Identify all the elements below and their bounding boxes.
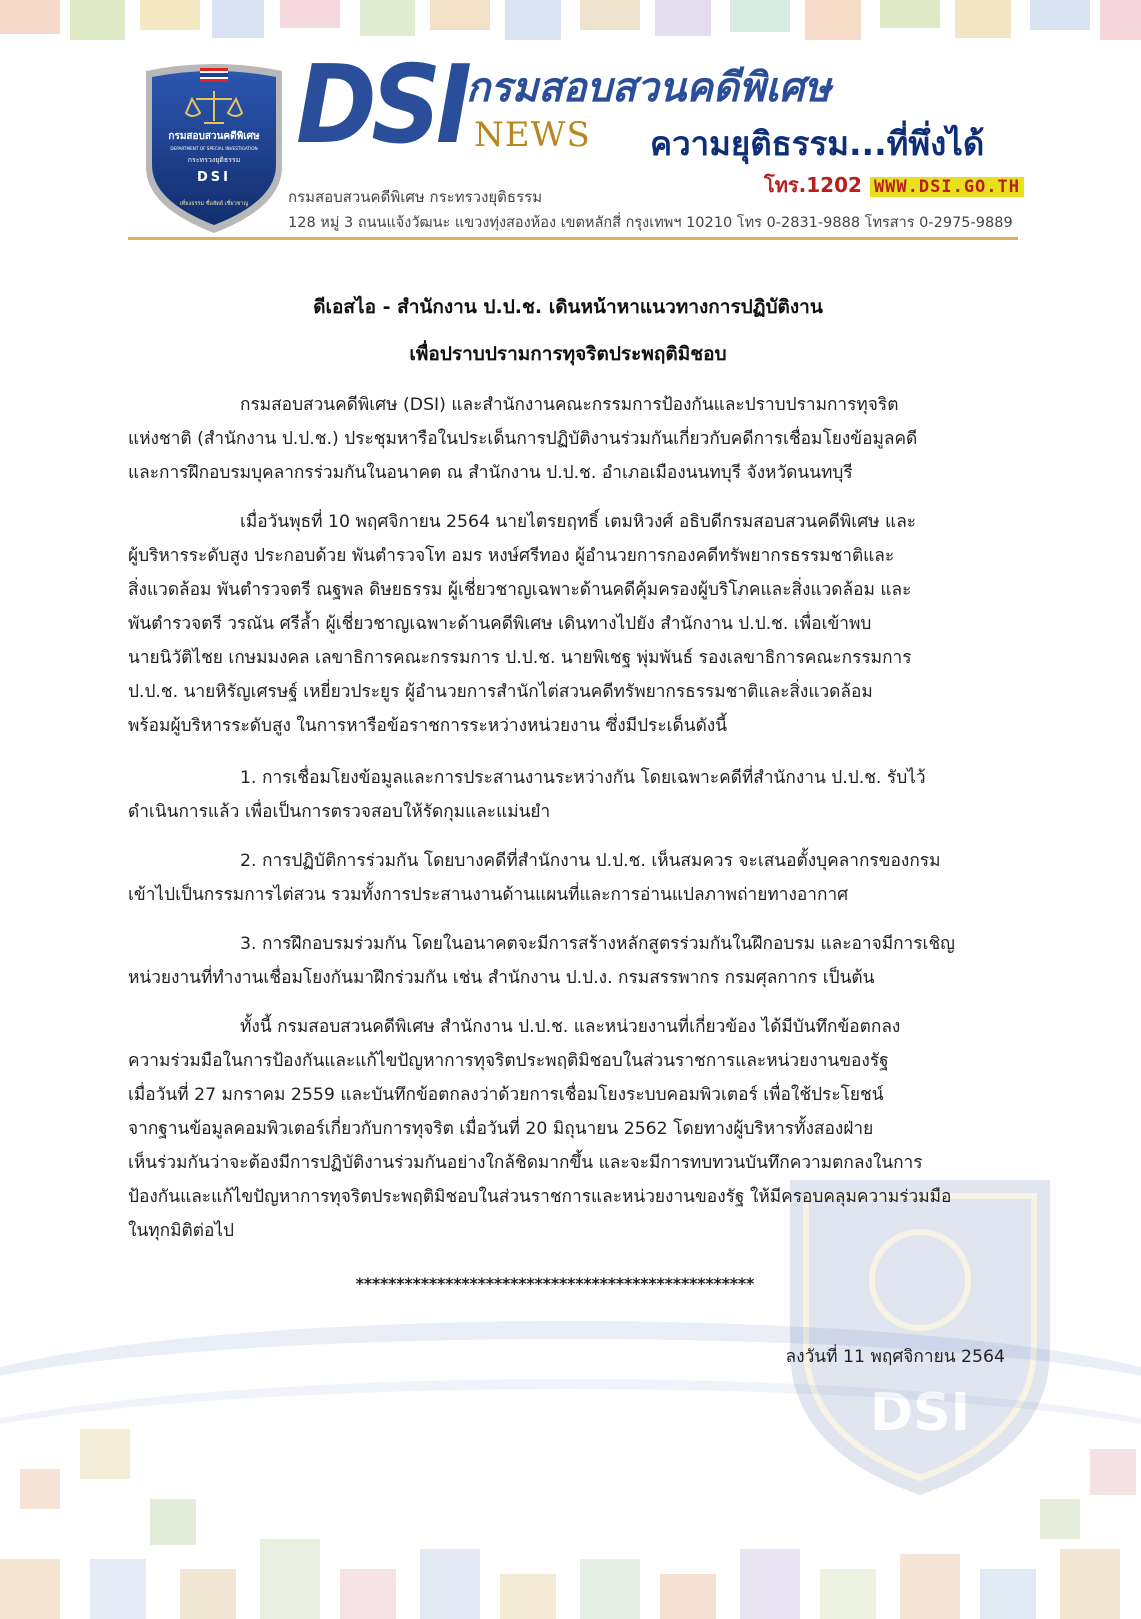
paragraph-line: ป้องกันและแก้ไขปัญหาการทุจริตประพฤติมิชอบในส่วนราชการและหน่วยงานของรัฐ ให้มีครอบคลุมความร่วมมือ xyxy=(128,1187,952,1207)
badge-motto: เที่ยงธรรม ซื่อสัตย์ เชี่ยวชาญ xyxy=(179,201,249,207)
dsi-logotype: DSI xyxy=(296,43,467,168)
hotline-block xyxy=(764,169,1024,201)
badge-english-name: DEPARTMENT OF SPECIAL INVESTIGATION xyxy=(170,146,258,151)
paragraph-line: ในทุกมิติต่อไป xyxy=(128,1221,234,1241)
signed-date: ลงวันที่ 11 พฤศจิกายน 2564 xyxy=(785,1347,1005,1367)
address-line: 128 หมู่ 3 ถนนแจ้งวัฒนะ แขวงทุ่งสองห้อง เขตหลักสี่ กรุงเทพฯ 10210 โทร 0-2831-9888 โทรสาร 0-2975-9889 xyxy=(288,215,1013,231)
badge-abbr: DSI xyxy=(197,170,231,185)
slogan: ความยุติธรรม...ที่พึ่งได้ xyxy=(650,124,985,163)
article-title-line-1: ดีเอสไอ - สำนักงาน ป.ป.ช. เดินหน้าหาแนวทางการปฏิบัติงาน xyxy=(313,296,823,318)
paragraph-line: จากฐานข้อมูลคอมพิวเตอร์เกี่ยวกับการทุจริต เมื่อวันที่ 20 มิถุนายน 2562 โดยทางผู้บริหารทั้งสองฝ่าย xyxy=(128,1119,874,1139)
paragraph-line: กรมสอบสวนคดีพิเศษ (DSI) และสำนักงานคณะกรรมการป้องกันและปราบปรามการทุจริต xyxy=(240,395,899,415)
website-link[interactable]: WWW.DSI.GO.TH xyxy=(870,177,1024,197)
paragraph-line: พันตำรวจตรี วรณัน ศรีล้ำ ผู้เชี่ยวชาญเฉพาะด้านคดีพิเศษ เดินทางไปยัง สำนักงาน ป.ป.ช. เพื่อเข้าพบ xyxy=(128,614,872,634)
badge-thai-name: กรมสอบสวนคดีพิเศษ xyxy=(168,131,260,142)
paragraph-line: หน่วยงานที่ทำงานเชื่อมโยงกันมาฝึกร่วมกัน เช่น สำนักงาน ป.ป.ง. กรมสรรพากร กรมศุลกากร เป็นต้น xyxy=(128,968,875,988)
list-item-3 xyxy=(128,927,1008,995)
paragraph-meeting xyxy=(128,505,1008,743)
hotline-number: โทร.1202 xyxy=(764,173,862,197)
paragraph-line: ผู้บริหารระดับสูง ประกอบด้วย พันตำรวจโท อมร หงษ์ศรีทอง ผู้อำนวยการกองคดีทรัพยากรธรรมชาติและ xyxy=(128,546,895,566)
article-title-line-2: เพื่อปราบปรามการทุจริตประพฤติมิชอบ xyxy=(409,343,727,365)
paragraph-line: ป.ป.ช. นายหิรัญเศรษฐ์ เหยี่ยวประยูร ผู้อำนวยการสำนักไต่สวนคดีทรัพยากรธรรมชาติและสิ่งแวดล้อม xyxy=(128,682,873,702)
list-item-1 xyxy=(128,761,1008,829)
paragraph-line: ดำเนินการแล้ว เพื่อเป็นการตรวจสอบให้รัดกุมและแม่นยำ xyxy=(128,802,551,822)
news-label: NEWS xyxy=(474,115,591,155)
paragraph-line: 2. การปฏิบัติการร่วมกัน โดยบางคดีที่สำนักงาน ป.ป.ช. เห็นสมควร จะเสนอตั้งบุคลากรของกรม xyxy=(240,851,941,871)
paragraph-conclusion xyxy=(128,1010,1008,1248)
paragraph-line: ทั้งนี้ กรมสอบสวนคดีพิเศษ สำนักงาน ป.ป.ช. และหน่วยงานที่เกี่ยวข้อง ได้มีบันทึกข้อตกลง xyxy=(240,1017,901,1037)
paragraph-line: เมื่อวันที่ 27 มกราคม 2559 และบันทึกข้อตกลงว่าด้วยการเชื่อมโยงระบบคอมพิวเตอร์ เพื่อใช้ประโยชน์ xyxy=(128,1085,884,1105)
separator-stars: ************************************************* xyxy=(355,1274,754,1293)
letterhead xyxy=(128,45,1018,242)
paragraph-line: นายนิวัติไชย เกษมมงคล เลขาธิการคณะกรรมการ ป.ป.ช. นายพิเชฐ พุ่มพันธ์ รองเลขาธิการคณะกรรมการ xyxy=(128,648,912,668)
dsi-shield-logo xyxy=(140,57,288,235)
paragraph-line: เห็นร่วมกันว่าจะต้องมีการปฏิบัติงานร่วมกันอย่างใกล้ชิดมากขึ้น และจะมีการทบทวนบันทึกความตกลงในการ xyxy=(128,1153,923,1173)
paragraph-line: สิ่งแวดล้อม พันตำรวจตรี ณฐพล ดิษยธรรม ผู้เชี่ยวชาญเฉพาะด้านคดีคุ้มครองผู้บริโภคและสิ่งแวดล้อม และ xyxy=(128,580,912,600)
paragraph-line: ความร่วมมือในการป้องกันและแก้ไขปัญหาการทุจริตประพฤติมิชอบในส่วนราชการและหน่วยงานของรัฐ xyxy=(128,1051,889,1071)
department-name: กรมสอบสวนคดีพิเศษ xyxy=(466,65,831,111)
paragraph-line: เมื่อวันพุธที่ 10 พฤศจิกายน 2564 นายไตรยฤทธิ์ เตมหิวงศ์ อธิบดีกรมสอบสวนคดีพิเศษ และ xyxy=(240,512,917,532)
paragraph-line: และการฝึกอบรมบุคลากรร่วมกันในอนาคต ณ สำนักงาน ป.ป.ช. อำเภอเมืองนนทบุรี จังหวัดนนทบุรี xyxy=(128,463,853,483)
paragraph-line: 1. การเชื่อมโยงข้อมูลและการประสานงานระหว่างกัน โดยเฉพาะคดีที่สำนักงาน ป.ป.ช. รับไว้ xyxy=(240,768,926,788)
svg-text:DSI: DSI xyxy=(870,1383,970,1443)
paragraph-line: แห่งชาติ (สำนักงาน ป.ป.ช.) ประชุมหารือในประเด็นการปฏิบัติงานร่วมกันเกี่ยวกับคดีการเชื่อมโยงข้อมูลคดี xyxy=(128,429,918,449)
ministry-line: กรมสอบสวนคดีพิเศษ กระทรวงยุติธรรม xyxy=(288,188,543,206)
paragraph-line: 3. การฝึกอบรมร่วมกัน โดยในอนาคตจะมีการสร้างหลักสูตรร่วมกันในฝึกอบรม และอาจมีการเชิญ xyxy=(240,934,955,954)
header-divider xyxy=(128,237,1018,240)
badge-ministry: กระทรวงยุติธรรม xyxy=(187,156,241,164)
paragraph-line: เข้าไปเป็นกรรมการไต่สวน รวมทั้งการประสานงานด้านแผนที่และการอ่านแปลภาพถ่ายทางอากาศ xyxy=(128,885,849,905)
paragraph-intro xyxy=(128,388,1008,490)
paragraph-line: พร้อมผู้บริหารระดับสูง ในการหารือข้อราชการระหว่างหน่วยงาน ซึ่งมีประเด็นดังนี้ xyxy=(128,716,728,736)
list-item-2 xyxy=(128,844,1008,912)
